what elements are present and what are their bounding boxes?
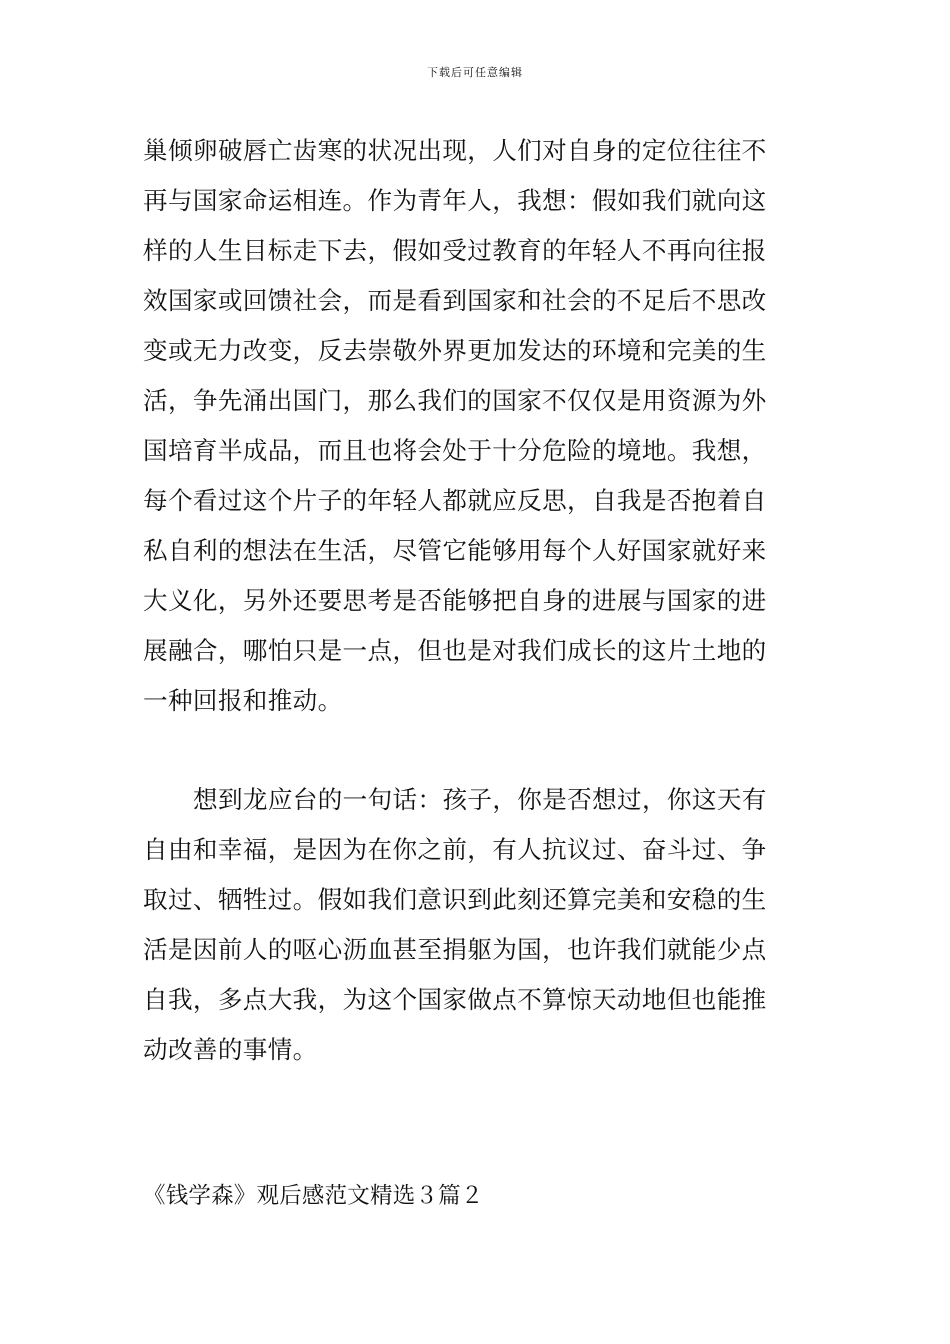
- paragraph-line: 大义化，另外还要思考是否能够把自身的进展与国家的进: [143, 586, 767, 615]
- paragraph-line: 巢倾卵破唇亡齿寒的状况出现，人们对自身的定位往往不: [143, 136, 767, 165]
- paragraph-line: 展融合，哪怕只是一点，但也是对我们成长的这片土地的: [143, 636, 767, 665]
- paragraph-line: 变或无力改变，反去崇敬外界更加发达的环境和完美的生: [143, 336, 767, 365]
- section-title: 《钱学森》观后感范文精选３篇２: [143, 1183, 484, 1209]
- paragraph-line: 私自利的想法在生活，尽管它能够用每个人好国家就好来: [143, 536, 767, 565]
- paragraph-line: 一种回报和推动。: [143, 686, 343, 715]
- body-paragraph-2: [143, 775, 813, 1075]
- paragraph-line: 再与国家命运相连。作为青年人，我想：假如我们就向这: [143, 186, 767, 215]
- page-header-note: 下载后可任意编辑: [427, 66, 523, 79]
- body-paragraph-1: [143, 126, 813, 726]
- paragraph-line: 样的人生目标走下去，假如受过教育的年轻人不再向往报: [143, 236, 767, 265]
- paragraph-line: 动改善的事情。: [143, 1035, 318, 1064]
- paragraph-line: 效国家或回馈社会，而是看到国家和社会的不足后不思改: [143, 286, 767, 315]
- paragraph-line: 想到龙应台的一句话：孩子，你是否想过，你这天有: [193, 785, 767, 814]
- paragraph-line: 自我，多点大我，为这个国家做点不算惊天动地但也能推: [143, 985, 767, 1014]
- paragraph-line: 活是因前人的呕心沥血甚至捐躯为国，也许我们就能少点: [143, 935, 767, 964]
- paragraph-line: 自由和幸福，是因为在你之前，有人抗议过、奋斗过、争: [143, 835, 767, 864]
- paragraph-line: 活，争先涌出国门，那么我们的国家不仅仅是用资源为外: [143, 386, 767, 415]
- paragraph-line: 取过、牺牲过。假如我们意识到此刻还算完美和安稳的生: [143, 885, 767, 914]
- paragraph-line: 每个看过这个片子的年轻人都就应反思，自我是否抱着自: [143, 486, 767, 515]
- paragraph-line: 国培育半成品，而且也将会处于十分危险的境地。我想，: [143, 436, 767, 465]
